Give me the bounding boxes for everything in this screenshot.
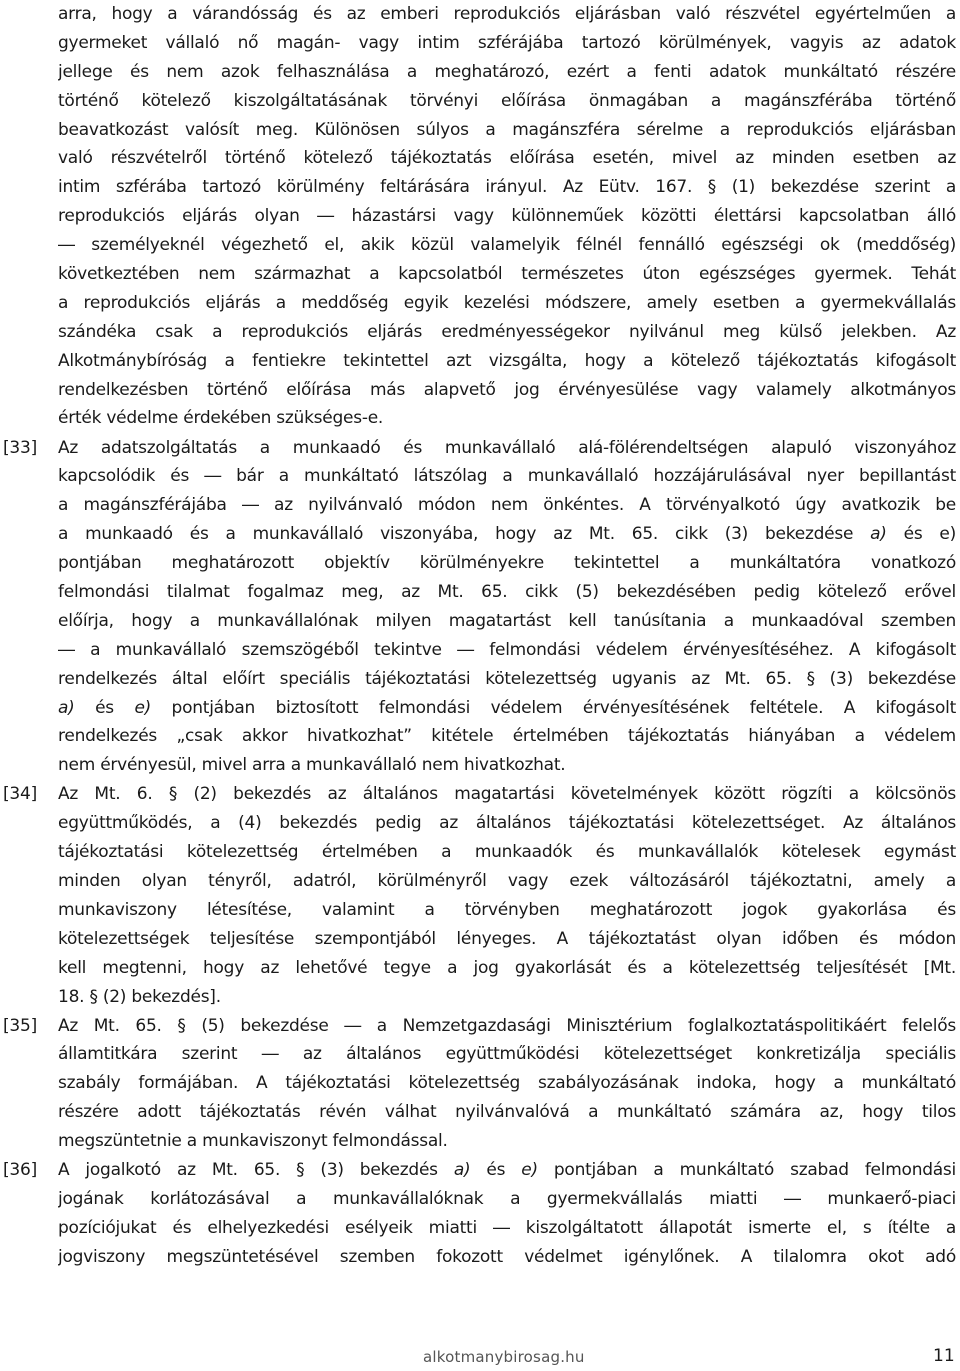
text-line: pontjában meghatározott objektív körülményekre tekintettel a munkáltatóra vonatkozó [58,553,956,574]
text-line: reprodukciós eljárás olyan ― házastársi vagy különneműek közötti élettársi kapcsolatban álló [58,206,956,227]
text-line: a) és e) pontjában biztosított felmondási védelem érvényesítésének feltétele. A kifogásolt [58,697,956,718]
text-line: ― a munkavállaló szemszögéből tekintve ― felmondási védelem érvényesítéséhez. A kifogásolt [58,639,956,660]
text-line: nem érvényesül, mivel arra a munkavállaló nem hivatkozhat. [58,755,566,776]
text-line: érték védelme érdekében szükséges-e. [58,408,384,429]
text-line: Az Mt. 65. § (5) bekezdése ― a Nemzetgazdasági Minisztérium foglalkoztatáspolitikáért felelős [58,1015,956,1036]
text-line: való részvételről történő kötelező tájékoztatás előírása esetén, mivel az minden esetben az [58,148,956,169]
text-line: következtében nem származhat a kapcsolatból természetes úton egészséges gyermek. Tehát [58,264,956,285]
text-line: a magánszférájába ― az nyilvánvaló módon nem önkéntes. A törvényalkotó úgy avatkozik be [58,495,956,516]
text-line: kapcsolódik és ― bár a munkáltató látszólag a munkavállaló hozzájárulásával nyer bepillantást [58,466,956,487]
text-line: jogának korlátozásával a munkavállalóknak a gyermekvállalás miatti ― munkaerő-piaci [58,1188,956,1209]
paragraph-body [58,780,956,1011]
text-line: munkaviszony létesítése, valamint a törvényben meghatározott jogok gyakorlása és [58,899,956,920]
text-line: Alkotmánybíróság a fentiekre tekintettel azt vizsgálta, hogy a kötelező tájékoztatás kifogásolt [58,350,956,371]
text-line: 18. § (2) bekezdés]. [58,986,221,1007]
paragraph-number: [35] [3,1015,38,1036]
text-line: Az adatszolgáltatás a munkaadó és munkavállaló alá-fölérendeltségen alapuló viszonyához [58,437,956,458]
paragraph-body [58,0,956,433]
paragraph-number: [36] [3,1160,38,1180]
footer-url: alkotmanybirosag.hu [423,1348,585,1366]
text-line: a munkaadó és a munkavállaló viszonyába, hogy az Mt. 65. cikk (3) bekezdése a) és e) [58,524,956,545]
page-number: 11 [933,1346,955,1366]
text-line: kell megtenni, hogy az lehetővé tegye a jog gyakorlását és a kötelezettség teljesítését [Mt. [58,957,956,978]
text-line: történő kötelező kiszolgáltatásának törvényi előírása önmagában a magánszférába történő [58,90,956,111]
text-line: rendelkezés „csak akkor hivatkozhat” kitétele értelmében tájékoztatás hiányában a védelem [58,726,956,747]
text-line: beavatkozást valósít meg. Különösen súlyos a magánszféra sérelme a reprodukciós eljárásban [58,119,956,140]
paragraph-body [58,1012,956,1156]
text-line: kötelezettségek teljesítése szempontjából lényeges. A tájékoztatást olyan időben és módon [58,928,956,949]
paragraph-body [58,1156,956,1272]
text-line: tájékoztatási kötelezettség értelmében a munkaadók és munkavállalók kötelesek egymást [58,842,956,863]
text-line: szabály formájában. A tájékoztatási kötelezettség szabályozásának indoka, hogy a munkáltató [58,1073,956,1094]
text-line: államtitkára szerint ― az általános együttműködési kötelezettséget konkretizálja speciális [58,1044,956,1065]
text-line: pozíciójukat és elhelyezkedési esélyeik miatti ― kiszolgáltatott állapotát ismerte el, s ítélte a [58,1217,956,1238]
text-line: arra, hogy a várandósság és az emberi reprodukciós eljárásban való részvétel egyértelműen a [58,4,956,24]
text-line: rendelkezésben történő előírása más alapvető jog érvényesülése vagy valamely alkotmányos [58,379,956,400]
paragraph-body [58,434,956,781]
text-line: A jogalkotó az Mt. 65. § (3) bekezdés a) és e) pontjában a munkáltató szabad felmondási [58,1160,956,1180]
text-line: előírja, hogy a munkavállalónak milyen magatartást kell tanúsítania a munkaadóval szemben [58,610,956,631]
paragraph-number: [34] [3,784,38,805]
text-line: megszüntetnie a munkaviszonyt felmondással. [58,1131,448,1152]
text-line: jellege és nem azok felhasználása a meghatározó, ezért a fenti adatok munkáltató részére [58,61,956,82]
text-line: intim szférába tartozó körülmény feltárására irányul. Az Eütv. 167. § (1) bekezdése szerint a [58,177,956,198]
text-line: ― személyeknél végezhető el, akik közül valamelyik félnél fennálló egészségi ok (meddőség) [58,235,956,256]
paragraph-number: [33] [3,437,38,458]
text-line: Az Mt. 6. § (2) bekezdés az általános magatartási követelmények között rögzíti a kölcsönös [58,784,956,805]
text-line: felmondási tilalmat fogalmaz meg, az Mt. 65. cikk (5) bekezdésében pedig kötelező erővel [58,581,956,602]
text-line: a reprodukciós eljárás a meddőség egyik kezelési módszere, amely esetben a gyermekvállalás [58,292,956,313]
text-line: szándéka csak a reprodukciós eljárás eredményességekor nyilvánul meg külső jelekben. Az [58,321,956,342]
text-line: rendelkezés által előírt speciális tájékoztatási kötelezettség ugyanis az Mt. 65. § (3) bekezdése [58,668,956,689]
text-line: jogviszony megszüntetésével szemben fokozott védelmet igénylőnek. A tilalomra okot adó [58,1246,956,1267]
text-line: gyermeket vállaló nő magán- vagy intim szférájába tartozó körülmények, vagyis az adatok [58,32,956,53]
text-line: együttműködés, a (4) bekezdés pedig az általános tájékoztatási kötelezettséget. Az általános [58,813,956,834]
text-line: minden olyan tényről, adatról, körülményről vagy ezek változásáról tájékoztatni, amely a [58,870,956,891]
text-line: részére adott tájékoztatás révén válhat nyilvánvalóvá a munkáltató számára az, hogy tilos [58,1102,956,1123]
